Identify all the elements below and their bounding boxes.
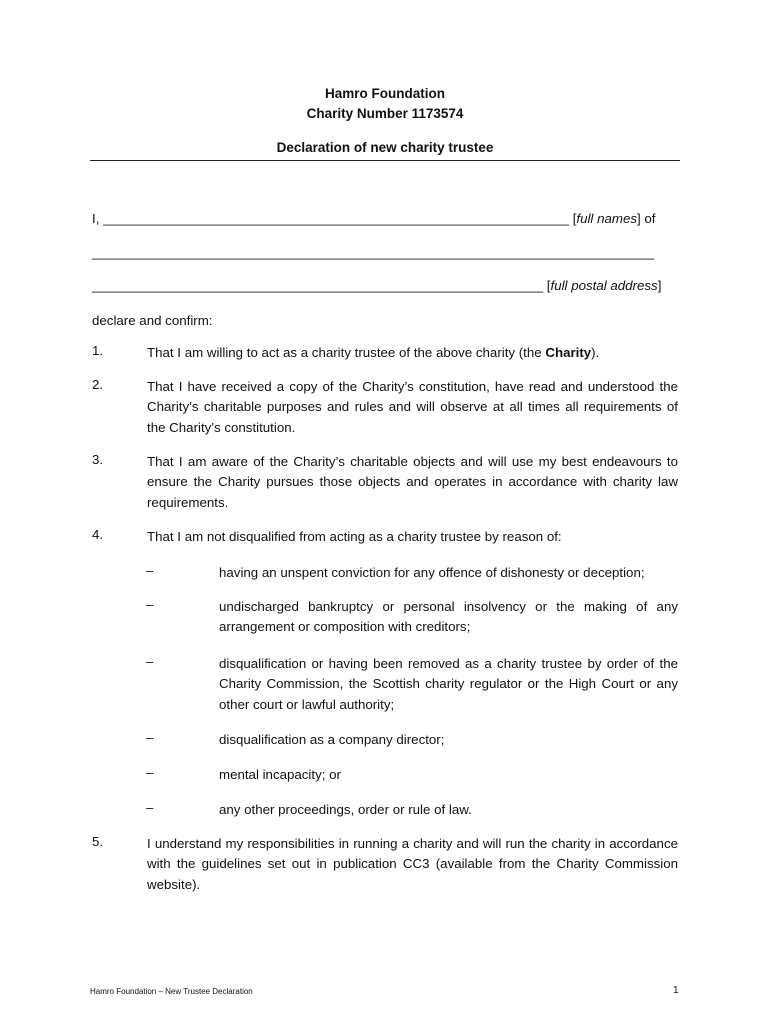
sub-item-text: disqualification or having been removed as a charity trustee by order of the Charity Commission, the Scottish charity regulator or the High Court or any other court or lawful authority; [219,656,678,712]
title-divider [90,160,680,161]
sub-item-text: disqualification as a company director; [219,732,445,747]
full-names-line: I, _______________________________________________________________ [full names] of [92,211,656,226]
declaration-item-2 [92,377,678,438]
sub-item-text: any other proceedings, order or rule of law. [219,802,472,817]
sub-item-text: having an unspent conviction for any offence of dishonesty or deception; [219,565,645,580]
declare-text: declare and confirm: [92,313,213,328]
sub-item-text: undischarged bankruptcy or personal insolvency or the making of any arrangement or composition with creditors; [219,599,678,635]
dash-bullet: – [146,800,154,815]
item-text: That I am not disqualified from acting as a charity trustee by reason of: [147,529,562,544]
document-title: Declaration of new charity trustee [276,140,494,155]
item-number: 4. [92,527,104,542]
sub-item-text: mental incapacity; or [219,767,341,782]
footer-text: Hamro Foundation – New Trustee Declaration [90,987,253,996]
page-number: 1 [673,985,679,996]
disqualification-item [146,597,678,638]
full-names-label: full names [576,211,637,226]
dash-bullet: – [146,730,154,745]
org-name: Hamro Foundation [325,86,445,101]
full-names-blank[interactable]: _______________________________________________________________ [103,211,569,226]
item-text: That I am aware of the Charity’s charitable objects and will use my best endeavours to ensure the Charity pursues those objects and operates in accordance with charity law requirements. [147,454,678,510]
declaration-item-3 [92,452,678,513]
address-blank-2[interactable]: _____________________________________________________________ [92,278,544,293]
dash-bullet: – [146,563,154,578]
declaration-item-4 [92,527,678,547]
disqualification-item [146,800,678,820]
dash-bullet: – [146,654,154,669]
item-text: I understand my responsibilities in running a charity and will run the charity in accordance with the guidelines set out in publication CC3 (available from the Charity Commission website). [147,836,678,892]
address-blank-1[interactable]: ____________________________________________________________________________ [92,245,655,260]
dash-bullet: – [146,597,154,612]
item-text: That I have received a copy of the Charity’s constitution, have read and understood the Charity’s charitable purposes and rules and will observe at all times all requirements of the Charity’s constitution. [147,379,678,435]
disqualification-item [146,654,678,715]
item-number: 5. [92,834,104,849]
disqualification-item [146,765,678,785]
charity-number: Charity Number 1173574 [306,106,464,121]
declaration-item-5 [92,834,678,895]
full-postal-address-label: full postal address [550,278,658,293]
item-number: 1. [92,343,104,358]
item-text: That I am willing to act as a charity trustee of the above charity (the Charity). [147,345,600,360]
charity-term: Charity [545,345,592,360]
disqualification-item [146,563,678,583]
address-line-1 [92,245,654,260]
dash-bullet: – [146,765,154,780]
declaration-item-1 [92,343,678,363]
name-suffix: of [640,211,656,226]
item-number: 2. [92,377,104,392]
name-prefix: I, [92,211,104,226]
item-number: 3. [92,452,104,467]
address-line-2: _____________________________________________________________ [full postal address] [92,278,662,293]
disqualification-item [146,730,678,750]
